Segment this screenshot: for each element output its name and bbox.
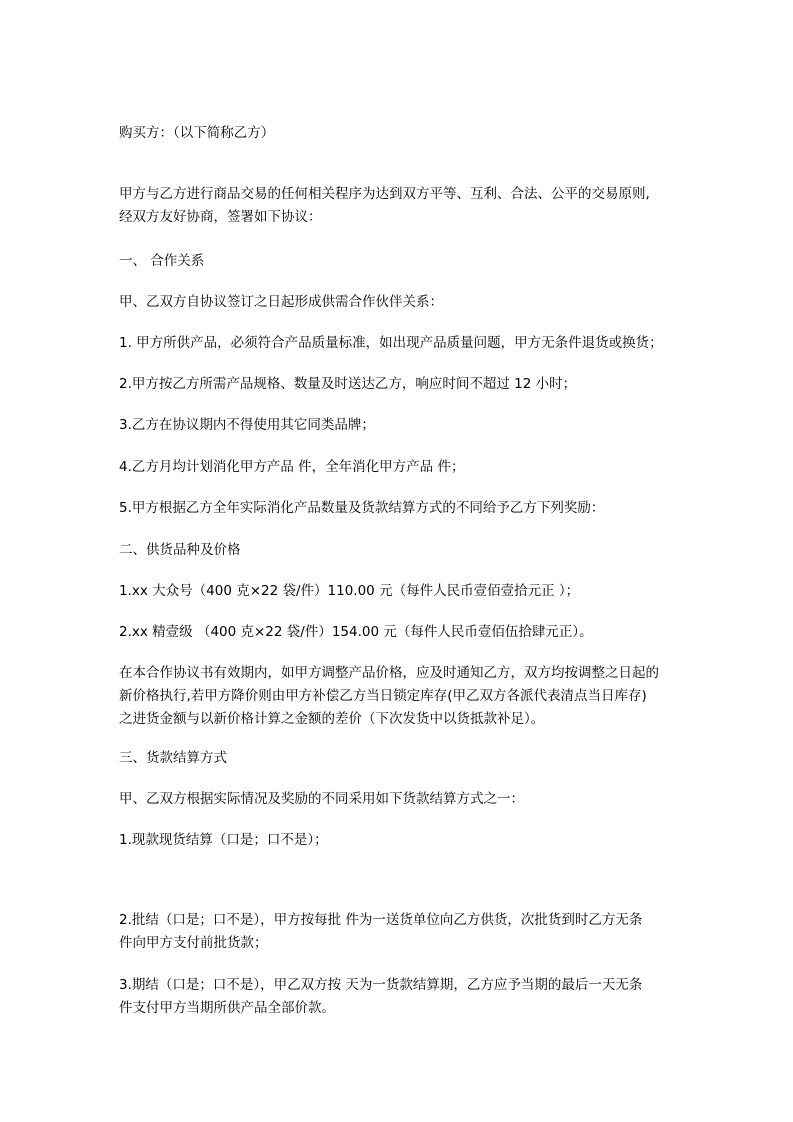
intro-line-2: 经双方友好协商，签署如下协议：	[119, 209, 322, 225]
section-3-title: 三、货款结算方式	[119, 750, 227, 766]
section-1-intro: 甲、乙双方自协议签订之日起形成供需合作伙伴关系：	[119, 294, 443, 310]
payment-item-3-line-2: 件支付甲方当期所供产品全部价款。	[119, 1000, 335, 1016]
payment-item-3-line-1: 3.期结（口是；口不是），甲乙双方按 天为一货款结算期，乙方应予当期的最后一天无条	[119, 977, 643, 993]
payment-item-2-line-1: 2.批结（口是；口不是），甲方按每批 件为一送货单位向乙方供货，次批货到时乙方无条	[119, 912, 643, 928]
price-adjust-line-2: 新价格执行,若甲方降价则由甲方补偿乙方当日锁定库存(甲乙双方各派代表清点当日库存)	[119, 688, 647, 704]
payment-item-2-line-2: 件向甲方支付前批货款；	[119, 935, 268, 951]
price-adjust-line-1: 在本合作协议书有效期内，如甲方调整产品价格，应及时通知乙方，双方均按调整之日起的	[119, 665, 659, 681]
section-3-intro: 甲、乙双方根据实际情况及奖励的不同采用如下货款结算方式之一：	[119, 791, 524, 807]
intro-line-1: 甲方与乙方进行商品交易的任何相关程序为达到双方平等、互利、合法、公平的交易原则,	[119, 186, 650, 202]
price-item-2: 2.xx 精壹级 （400 克×22 袋/件）154.00 元（每件人民币壹佰伍拾肆元正）。	[119, 624, 593, 640]
section-2-title: 二、供货品种及价格	[119, 542, 241, 558]
clause-item-3: 3.乙方在协议期内不得使用其它同类品牌；	[119, 417, 375, 433]
price-item-1: 1.xx 大众号（400 克×22 袋/件）110.00 元（每件人民币壹佰壹拾元正 ）；	[119, 583, 580, 599]
section-1-title: 一、 合作关系	[119, 253, 205, 269]
price-adjust-line-3: 之进货金额与以新价格计算之金额的差价（下次发货中以货抵款补足）。	[119, 711, 545, 727]
payment-item-1: 1.现款现货结算（口是；口不是）；	[119, 832, 328, 848]
clause-item-5: 5.甲方根据乙方全年实际消化产品数量及货款结算方式的不同给予乙方下列奖励：	[119, 500, 605, 516]
clause-item-1: 1. 甲方所供产品，必须符合产品质量标准，如出现产品质量问题，甲方无条件退货或换货；	[119, 335, 663, 351]
clause-item-2: 2.甲方按乙方所需产品规格、数量及时送达乙方，响应时间不超过 12 小时；	[119, 376, 577, 392]
clause-item-4: 4.乙方月均计划消化甲方产品 件，全年消化甲方产品 件；	[119, 459, 465, 475]
buyer-line: 购买方：（以下简称乙方）	[119, 125, 275, 141]
